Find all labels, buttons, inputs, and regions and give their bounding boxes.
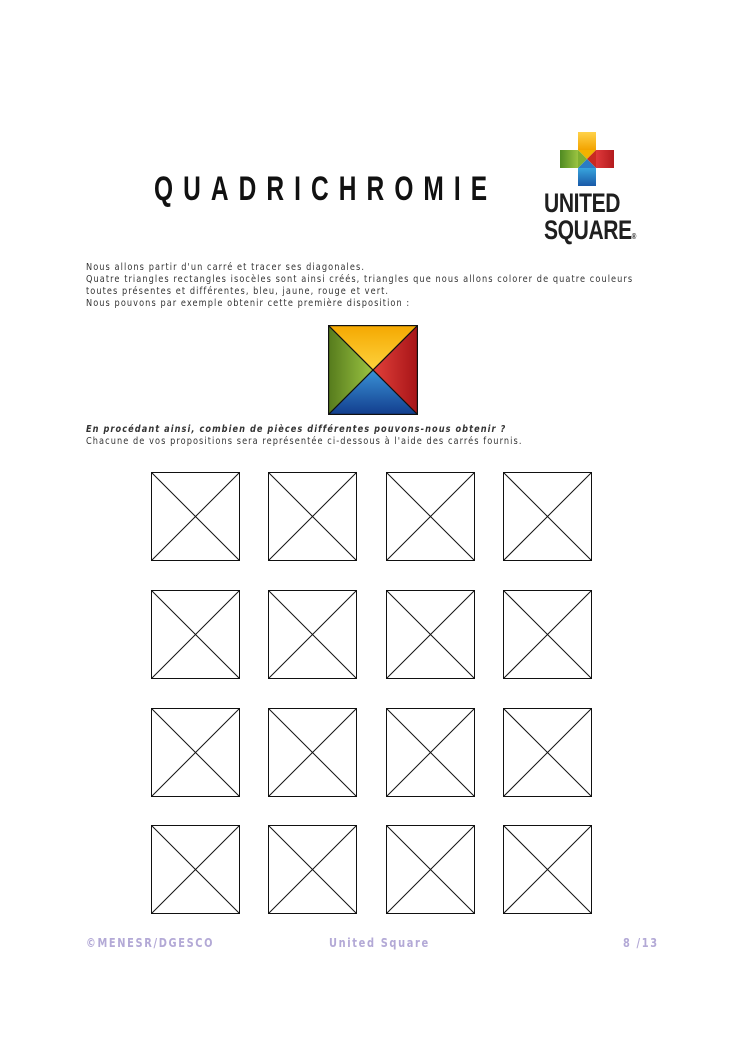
- footer-page-number: 8 /13: [623, 936, 659, 950]
- footer-title: United Square: [329, 936, 430, 950]
- logo-text-square: [544, 215, 636, 246]
- question-block: [86, 424, 686, 448]
- logo-text-square-word: SQUARE: [544, 215, 632, 245]
- answer-square: [151, 825, 240, 914]
- example-colored-square: [328, 325, 418, 415]
- logo-registered-mark: ®: [631, 232, 636, 241]
- answer-square: [268, 825, 357, 914]
- answer-square: [386, 825, 475, 914]
- page-title: QUADRICHROMIE: [154, 170, 498, 208]
- intro-line: toutes présentes et différentes, bleu, jaune, rouge et vert.: [86, 286, 390, 297]
- answer-square: [268, 590, 357, 679]
- answer-square: [386, 708, 475, 797]
- intro-paragraph: [86, 262, 676, 310]
- answer-square: [503, 825, 592, 914]
- intro-line: Quatre triangles rectangles isocèles sont ainsi créés, triangles que nous allons colorer de quatre couleurs: [86, 274, 634, 285]
- united-square-logo: [540, 130, 640, 250]
- question-instructions: Chacune de vos propositions sera représentée ci-dessous à l'aide des carrés fournis.: [86, 436, 523, 447]
- answer-squares-grid: [151, 472, 594, 916]
- answer-square: [503, 472, 592, 561]
- answer-square: [268, 708, 357, 797]
- intro-line: Nous allons partir d'un carré et tracer ses diagonales.: [86, 262, 366, 273]
- answer-square: [151, 472, 240, 561]
- answer-square: [503, 708, 592, 797]
- answer-square: [151, 590, 240, 679]
- answer-square: [503, 590, 592, 679]
- answer-square: [151, 708, 240, 797]
- question-text: En procédant ainsi, combien de pièces différentes pouvons-nous obtenir ?: [86, 424, 507, 435]
- logo-text-united: UNITED: [544, 188, 621, 218]
- intro-line: Nous pouvons par exemple obtenir cette première disposition :: [86, 298, 411, 309]
- footer-copyright: ©MENESR/DGESCO: [86, 936, 215, 950]
- answer-square: [386, 472, 475, 561]
- logo-cross-icon: [540, 130, 640, 190]
- answer-square: [268, 472, 357, 561]
- answer-square: [386, 590, 475, 679]
